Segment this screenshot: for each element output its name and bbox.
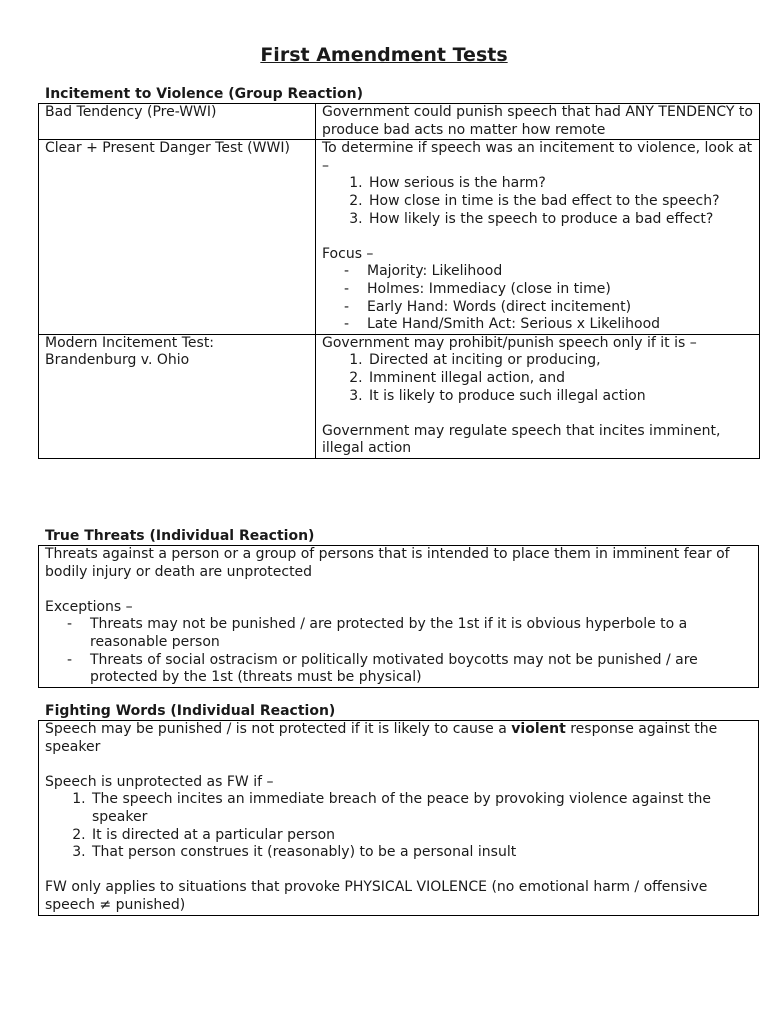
list-item-text: Threats may not be punished / are protected by the 1st if it is obvious hyperbole to a reasonable person: [90, 616, 688, 650]
focus-list: [322, 263, 753, 333]
test-name-cell: [39, 334, 316, 458]
list-item: 2. How close in time is the bad effect to the speech?: [367, 193, 753, 211]
case-name: Brandenburg v. Ohio: [45, 352, 190, 369]
list-item: - Late Hand/Smith Act: Serious x Likelihood: [344, 316, 661, 333]
focus-label: Focus –: [322, 245, 374, 262]
list-item: 1. The speech incites an immediate breach of the peace by provoking violence against the speaker: [90, 791, 752, 826]
list-item-text: Majority: Likelihood: [367, 263, 503, 280]
test-name-cell: [39, 104, 316, 140]
true-threats-heading: True Threats (Individual Reaction): [45, 528, 315, 544]
list-item: 3. That person construes it (reasonably) to be a personal insult: [90, 844, 752, 862]
exceptions-label: Exceptions –: [45, 598, 133, 615]
list-item: - Threats of social ostracism or politically motivated boycotts may not be punished / are protected by the 1st (threats must be physical): [67, 651, 698, 686]
table-row: [39, 140, 760, 335]
criteria-label: Speech is unprotected as FW if –: [45, 773, 274, 790]
table-row: [39, 104, 760, 140]
list-item: - Majority: Likelihood: [344, 263, 503, 280]
incitement-heading: Incitement to Violence (Group Reaction): [45, 86, 363, 102]
list-item-text: Late Hand/Smith Act: Serious x Likelihood: [367, 316, 661, 333]
list-item-text: Holmes: Immediacy (close in time): [367, 280, 611, 297]
list-item: - Early Hand: Words (direct incitement): [344, 298, 632, 315]
fighting-words-definition: Speech may be punished / is not protected if it is likely to cause a violent response against the speaker: [45, 721, 718, 755]
criteria-list: [45, 791, 752, 861]
test-description: Government could punish speech that had ANY TENDENCY to produce bad acts no matter how remote: [322, 104, 753, 138]
list-item: 3. It is likely to produce such illegal action: [367, 388, 753, 406]
test-description-cell: [316, 104, 760, 140]
test-intro: Government may prohibit/punish speech only if it is –: [322, 334, 697, 351]
test-name: Bad Tendency (Pre-WWI): [45, 104, 217, 120]
test-name-cell: [39, 140, 316, 335]
incitement-table: [38, 103, 760, 459]
list-item: - Holmes: Immediacy (close in time): [344, 280, 611, 297]
list-item: 1. How serious is the harm?: [367, 175, 753, 193]
list-item-text: Early Hand: Words (direct incitement): [367, 298, 632, 315]
list-item: 2. Imminent illegal action, and: [367, 370, 753, 388]
test-summary: Government may regulate speech that incites imminent, illegal action: [322, 422, 721, 457]
list-item: 1. Directed at inciting or producing,: [367, 352, 753, 370]
list-item-text: Threats of social ostracism or politically motivated boycotts may not be punished / are protected by the 1st (threats must be physical): [90, 651, 698, 686]
exceptions-list: [45, 616, 752, 686]
fighting-words-heading: Fighting Words (Individual Reaction): [45, 703, 336, 719]
test-description-cell: [316, 140, 760, 335]
list-item: 3. How likely is the speech to produce a bad effect?: [367, 211, 753, 229]
true-threats-box: [38, 545, 759, 688]
list-item: - Threats may not be punished / are protected by the 1st if it is obvious hyperbole to a reasonable person: [67, 616, 688, 650]
fighting-words-note: FW only applies to situations that provoke PHYSICAL VIOLENCE (no emotional harm / offensive speech ≠ punished): [45, 879, 708, 913]
test-name: Clear + Present Danger Test (WWI): [45, 140, 290, 157]
emphasis-violent: violent: [511, 721, 566, 737]
list-item: 2. It is directed at a particular person: [90, 827, 752, 845]
test-intro: To determine if speech was an incitement to violence, look at –: [322, 140, 753, 174]
test-description-cell: [316, 334, 760, 458]
test-name: Modern Incitement Test:: [45, 334, 215, 351]
condition-list: [322, 352, 753, 405]
page-title: First Amendment Tests: [260, 44, 508, 66]
question-list: [322, 175, 753, 228]
table-row: [39, 334, 760, 458]
true-threats-definition: Threats against a person or a group of persons that is intended to place them in imminent fear of bodily injury or death are unprotected: [45, 546, 730, 580]
fighting-words-box: [38, 720, 759, 916]
